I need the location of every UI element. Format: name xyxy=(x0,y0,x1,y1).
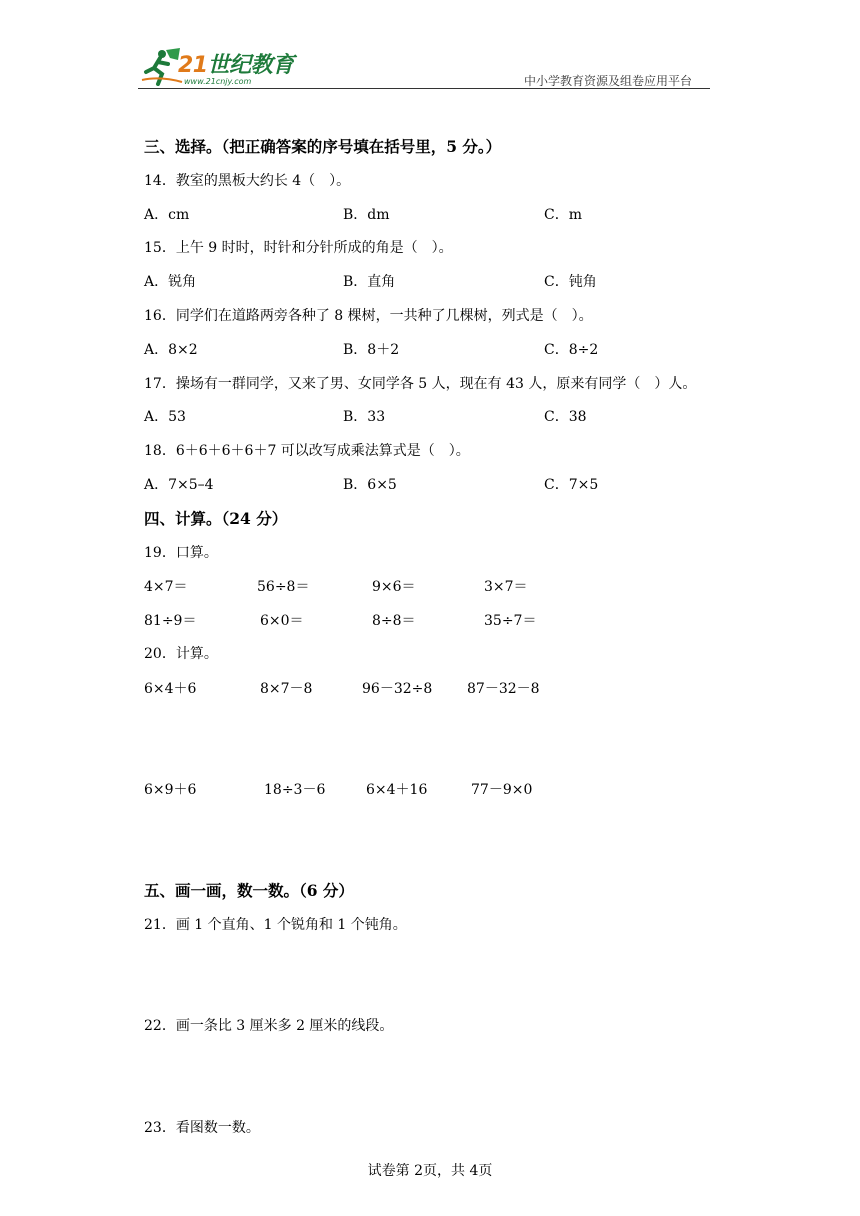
option-14-c: C．m xyxy=(544,207,582,223)
question-14: 14．教室的黑板大约长 4（ ）。 xyxy=(144,173,351,189)
brand-url: www.21cnjy.com xyxy=(184,77,252,86)
question-15: 15．上午 9 时时，时针和分针所成的角是（ ）。 xyxy=(144,240,453,256)
oral-calc-item: 35÷7＝ xyxy=(484,613,537,629)
option-15-b: B．直角 xyxy=(343,274,396,290)
oral-calc-item: 3×7＝ xyxy=(484,579,528,595)
question-20: 20．计算。 xyxy=(144,646,218,662)
question-17: 17．操场有一群同学，又来了男、女同学各 5 人，现在有 43 人，原来有同学（ ）人。 xyxy=(144,376,697,392)
platform-title: 中小学教育资源及组卷应用平台 xyxy=(524,74,693,88)
option-16-a: A．8×2 xyxy=(144,342,198,358)
oral-calc-item: 81÷9＝ xyxy=(144,613,197,629)
option-17-b: B．33 xyxy=(343,409,386,425)
question-21: 21．画 1 个直角、1 个锐角和 1 个钝角。 xyxy=(144,917,407,933)
section-title-choice: 三、选择。（把正确答案的序号填在括号里，5 分。） xyxy=(144,137,502,156)
section-title-calc: 四、计算。（24 分） xyxy=(144,509,288,528)
calc-item: 96－32÷8 xyxy=(362,681,433,697)
logo xyxy=(140,46,310,90)
oral-calc-item: 6×0＝ xyxy=(260,613,304,629)
question-19: 19．口算。 xyxy=(144,545,218,561)
brand-name: 21世纪教育 xyxy=(178,53,294,78)
option-14-a: A．cm xyxy=(144,207,190,223)
question-16: 16．同学们在道路两旁各种了 8 棵树，一共种了几棵树，列式是（ ）。 xyxy=(144,308,593,324)
calc-item: 6×9＋6 xyxy=(144,782,197,798)
calc-item: 6×4＋6 xyxy=(144,681,197,697)
question-23: 23．看图数一数。 xyxy=(144,1120,260,1136)
option-15-c: C．钝角 xyxy=(544,274,597,290)
option-15-a: A．锐角 xyxy=(144,274,197,290)
oral-calc-item: 8÷8＝ xyxy=(372,613,416,629)
calc-item: 6×4＋16 xyxy=(366,782,428,798)
option-16-b: B．8＋2 xyxy=(343,342,400,358)
option-16-c: C．8÷2 xyxy=(544,342,599,358)
oral-calc-item: 4×7＝ xyxy=(144,579,188,595)
oral-calc-item: 56÷8＝ xyxy=(257,579,310,595)
question-18: 18．6＋6＋6＋6＋7 可以改写成乘法算式是（ ）。 xyxy=(144,443,470,459)
calc-item: 8×7－8 xyxy=(260,681,313,697)
question-22: 22．画一条比 3 厘米多 2 厘米的线段。 xyxy=(144,1018,394,1034)
option-18-a: A．7×5–4 xyxy=(144,477,214,493)
option-18-c: C．7×5 xyxy=(544,477,599,493)
oral-calc-item: 9×6＝ xyxy=(372,579,416,595)
header-divider xyxy=(138,88,710,89)
option-17-a: A．53 xyxy=(144,409,186,425)
section-title-draw: 五、画一画，数一数。（6 分） xyxy=(144,881,354,900)
calc-item: 18÷3－6 xyxy=(264,782,326,798)
option-17-c: C．38 xyxy=(544,409,587,425)
option-18-b: B．6×5 xyxy=(343,477,397,493)
page-footer: 试卷第 2页，共 4页 xyxy=(367,1163,493,1179)
calc-item: 77－9×0 xyxy=(471,782,533,798)
calc-item: 87－32－8 xyxy=(467,681,540,697)
option-14-b: B．dm xyxy=(343,207,390,223)
